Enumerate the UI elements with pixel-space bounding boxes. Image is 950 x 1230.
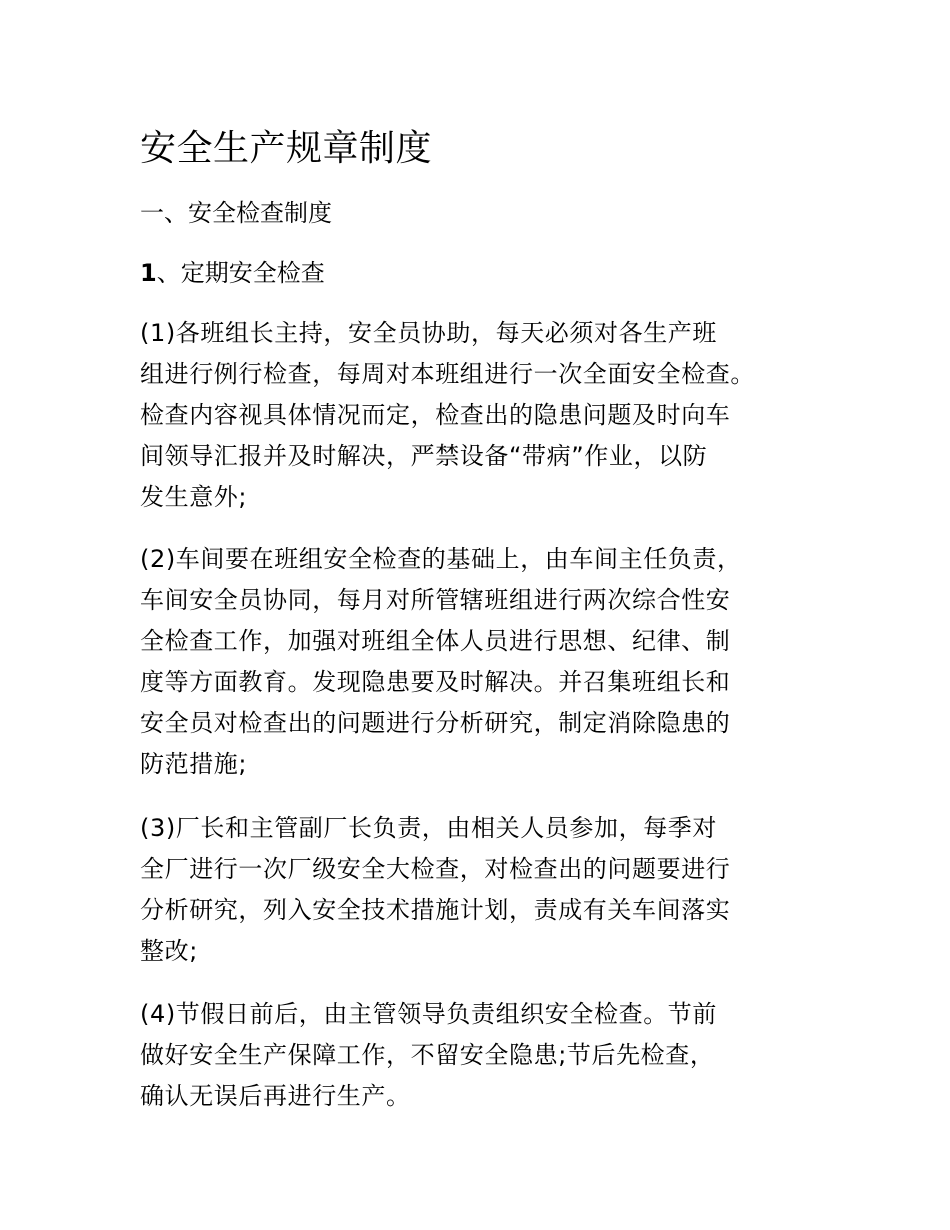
paragraph-line: 车间安全员协同，每月对所管辖班组进行两次综合性安 [140, 586, 731, 614]
paragraph-3 [140, 808, 830, 972]
paragraph-line: 间领导汇报并及时解决，严禁设备“带病”作业，以防 [140, 442, 708, 470]
section-heading: 一、安全检查制度 [140, 199, 332, 227]
paragraph-line: 全检查工作，加强对班组全体人员进行思想、纪律、制 [140, 627, 731, 655]
paragraph-line: 整改; [140, 937, 198, 965]
paragraph-line: 发生意外; [140, 483, 248, 511]
paragraph-4 [140, 994, 830, 1117]
paragraph-line: (2)车间要在班组安全检查的基础上，由车间主任负责， [140, 545, 742, 573]
paragraph-line: (1)各班组长主持，安全员协助，每天必须对各生产班 [140, 319, 717, 347]
paragraph-line: (3)厂长和主管副厂长负责，由相关人员参加，每季对 [140, 814, 717, 842]
paragraph-line: 确认无误后再进行生产。 [140, 1082, 411, 1110]
paragraph-line: 度等方面教育。发现隐患要及时解决。并召集班组长和 [140, 668, 731, 696]
paragraph-line: 全厂进行一次厂级安全大检查，对检查出的问题要进行 [140, 855, 731, 883]
page-title: 安全生产规章制度 [140, 128, 433, 169]
paragraph-line: 组进行例行检查，每周对本班组进行一次全面安全检查。 [140, 360, 755, 388]
paragraph-1 [140, 313, 830, 518]
paragraph-line: 安全员对检查出的问题进行分析研究，制定消除隐患的 [140, 709, 731, 737]
paragraph-line: 检查内容视具体情况而定，检查出的隐患问题及时向车 [140, 401, 731, 429]
subsection-text: 、定期安全检查 [156, 259, 325, 287]
paragraph-line: 防范措施; [140, 750, 248, 778]
paragraph-line: (4)节假日前后，由主管领导负责组织安全检查。节前 [140, 1000, 717, 1028]
subsection-heading [140, 255, 325, 291]
paragraph-line: 做好安全生产保障工作，不留安全隐患;节后先检查， [140, 1041, 715, 1069]
paragraph-line: 分析研究，列入安全技术措施计划，责成有关车间落实 [140, 896, 731, 924]
subsection-number: 1 [140, 259, 157, 287]
paragraph-2 [140, 539, 830, 785]
